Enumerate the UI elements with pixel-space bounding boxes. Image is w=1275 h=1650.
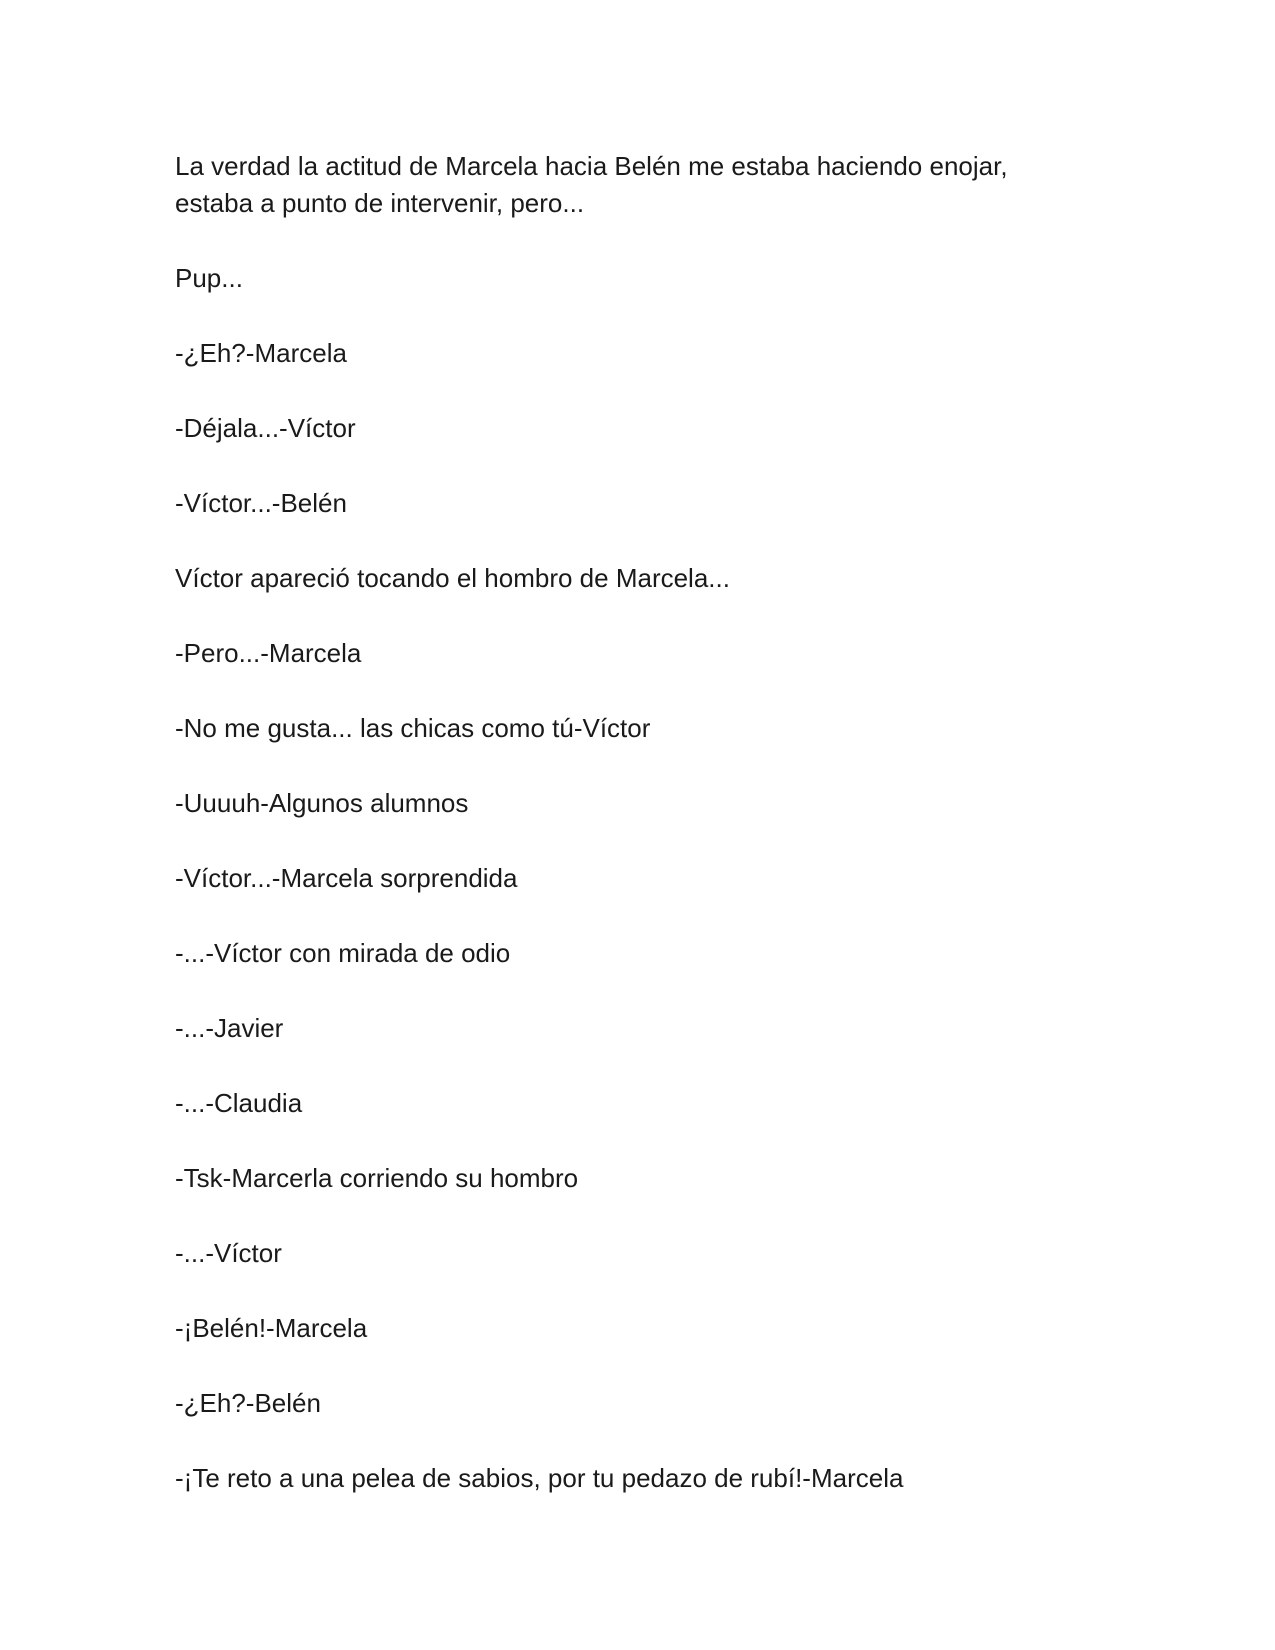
paragraph-16: -¿Eh?-Belén (175, 1388, 321, 1418)
paragraph-3: -Déjala...-Víctor (175, 413, 356, 443)
paragraph-5: Víctor apareció tocando el hombro de Marcela... (175, 563, 730, 593)
paragraph-7: -No me gusta... las chicas como tú-Víctor (175, 713, 651, 743)
document-body (175, 148, 1095, 1535)
paragraph-1: Pup... (175, 263, 243, 293)
paragraph-11: -...-Javier (175, 1013, 284, 1043)
intro-paragraph (175, 148, 1095, 222)
intro-line-2: estaba a punto de intervenir, pero... (175, 188, 585, 218)
paragraph-12: -...-Claudia (175, 1088, 303, 1118)
paragraph-15: -¡Belén!-Marcela (175, 1313, 368, 1343)
paragraph-9: -Víctor...-Marcela sorprendida (175, 863, 518, 893)
paragraph-10: -...-Víctor con mirada de odio (175, 938, 511, 968)
paragraph-14: -...-Víctor (175, 1238, 282, 1268)
paragraph-6: -Pero...-Marcela (175, 638, 362, 668)
paragraph-13: -Tsk-Marcerla corriendo su hombro (175, 1163, 579, 1193)
paragraph-2: -¿Eh?-Marcela (175, 338, 347, 368)
paragraph-17: -¡Te reto a una pelea de sabios, por tu pedazo de rubí!-Marcela (175, 1463, 904, 1493)
intro-line-1: La verdad la actitud de Marcela hacia Belén me estaba haciendo enojar, (175, 151, 1008, 181)
paragraph-8: -Uuuuh-Algunos alumnos (175, 788, 469, 818)
paragraph-4: -Víctor...-Belén (175, 488, 347, 518)
